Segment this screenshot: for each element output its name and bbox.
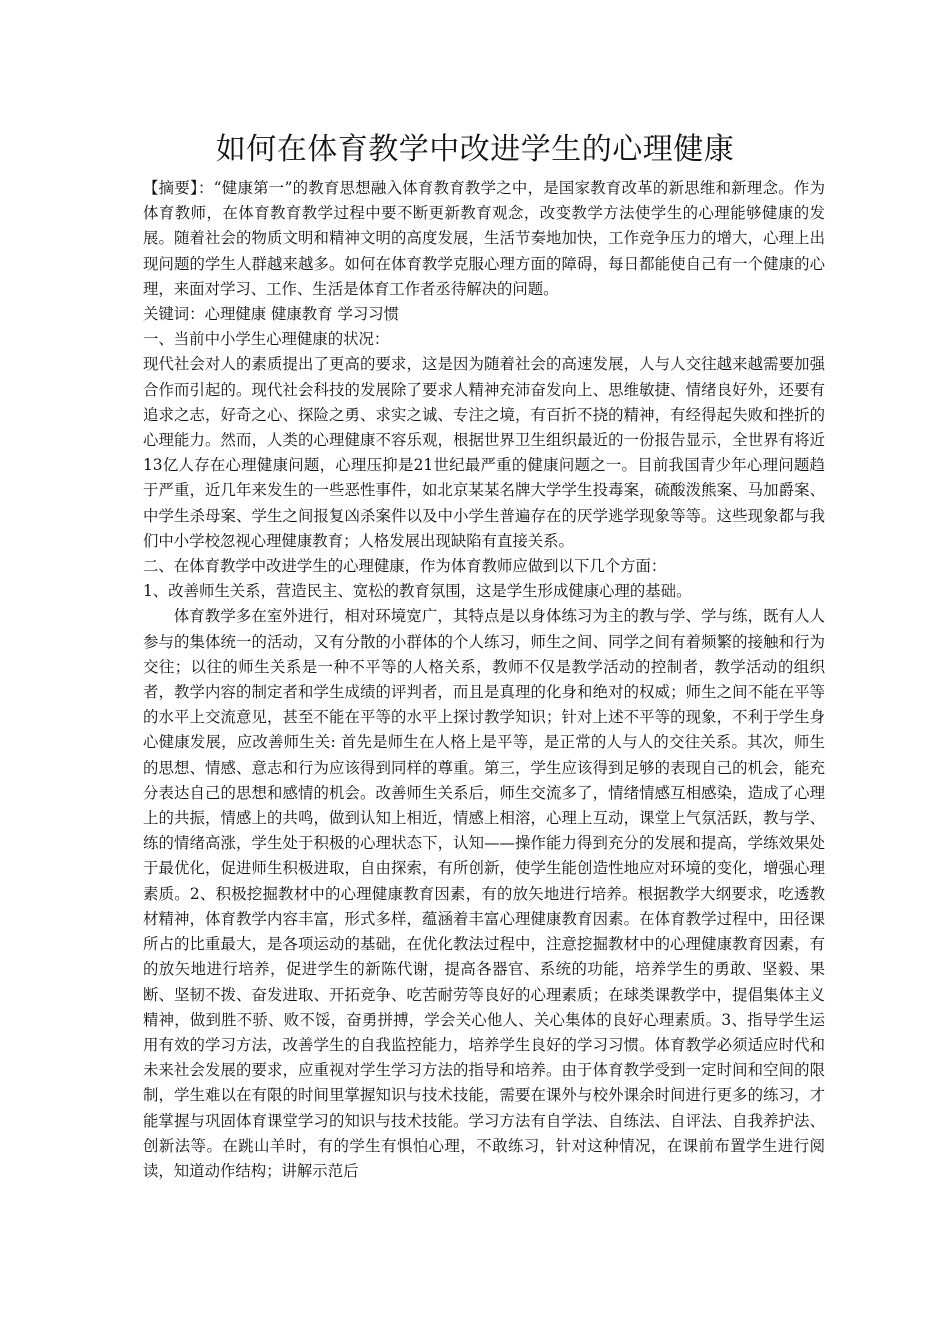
point-1-paragraph: 体育教学多在室外进行，相对环境宽广，其特点是以身体练习为主的教与学、学与练，既有人人参与的集体统一的活动，又有分散的小群体的个人练习，师生之间、同学之间有着频繁的接触和行为交往；以往的师生关系是一种不平等的人格关系，教师不仅是教学活动的控制者，教学活动的组织者，教学内容的制定者和学生成绩的评判者，而且是真理的化身和绝对的权威；师生之间不能在平等的水平上交流意见，甚至不能在平等的水平上探讨教学知识；针对上述不平等的现象，不利于学生身心健康发展，应改善师生关: 首先是师生在人格上是平等，是正常的人与人的交往关系。其次，师生的思想、情感、意志和行为应该得到同样的尊重。第三，学生应该得到足够的表现自己的机会，能充分表达自己的思想和感情的机会。改善师生关系后，师生交流多了，情绪情感互相感染，造成了心理上的共振，情感上的共鸣，做到认知上相近，情感上相溶，心理上互动，课堂上气氛活跃，教与学、练的情绪高涨，学生处于积极的心理状态下，认知——操作能力得到充分的发展和提高，学练效果处于最优化，促进师生积极进取，自由探索，有所创新，使学生能创造性地应对环境的变化，增强心理素质。2、积极挖掘教材中的心理健康教育因素，有的放矢地进行培养。根据教学大纲要求，吃透教材精神，体育教学内容丰富，形式多样，蕴涵着丰富心理健康教育因素。在体育教学过程中，田径课所占的比重最大，是各项运动的基础，在优化教法过程中，注意挖掘教材中的心理健康教育因素，有的放矢地进行培养，促进学生的新陈代谢，提高各器官、系统的功能，培养学生的勇敢、坚毅、果断、坚韧不拨、奋发进取、开拓竞争、吃苦耐劳等良好的心理素质；在球类课教学中，提倡集体主义精神，做到胜不骄、败不馁，奋勇拼搏，学会关心他人、关心集体的良好心理素质。3、指导学生运用有效的学习方法，改善学生的自我监控能力，培养学生良好的学习习惯。体育教学必须适应时代和未来社会发展的要求，应重视对学生学习方法的指导和培养。由于体育教学受到一定时间和空间的限制，学生难以在有限的时间里掌握知识与技术技能，需要在课外与校外课余时间进行更多的练习，才能掌握与巩固体育课堂学习的知识与技术技能。学习方法有自学法、自练法、自评法、自我养护法、创新法等。在跳山羊时，有的学生有惧怕心理，不敢练习，针对这种情况，在课前布置学生进行阅读，知道动作结构；讲解示范后 <box>143 607 825 1180</box>
abstract-paragraph: 【摘要】：“健康第一”的教育思想融入体育教育教学之中，是国家教育改革的新思维和新理念。作为体育教师，在体育教育教学过程中要不断更新教育观念，改变教学方法使学生的心理能够健康的发展。随着社会的物质文明和精神文明的高度发展，生活节奏地加快，工作竞争压力的增大，心理上出现问题的学生人群越来越多。如何在体育教学克服心理方面的障碍，每日都能使自己有一个健康的心理，来面对学习、工作、生活是体育工作者丞待解决的问题。 <box>143 179 825 298</box>
document-title: 如何在体育教学中改进学生的心理健康 <box>215 132 735 167</box>
point-1-heading: 1、改善师生关系，营造民主、宽松的教育氛围，这是学生形成健康心理的基础。 <box>143 582 692 601</box>
section-2-heading: 二、在体育教学中改进学生的心理健康，作为体育教师应做到以下几个方面： <box>143 557 667 576</box>
section-1-heading: 一、当前中小学生心理健康的状况： <box>143 330 390 349</box>
keywords-line: 关键词：心理健康 健康教育 学习习惯 <box>143 305 400 324</box>
section-1-paragraph: 现代社会对人的素质提出了更高的要求，这是因为随着社会的高速发展，人与人交往越来越需要加强合作而引起的。现代社会科技的发展除了要求人精神充沛奋发向上、思维敏捷、情绪良好外，还要有追求之志，好奇之心、探险之勇、求实之诚、专注之境，有百折不挠的精神，有经得起失败和挫折的心理能力。然而，人类的心理健康不容乐观，根据世界卫生组织最近的一份报告显示，全世界有将近13亿人存在心理健康问题，心理压抑是21世纪最严重的健康问题之一。目前我国青少年心理问题趋于严重，近几年来发生的一些恶性事件，如北京某某名牌大学学生投毒案，硫酸泼熊案、马加爵案、中学生杀母案、学生之间报复凶杀案件以及中小学生普遍存在的厌学逃学现象等等。这些现象都与我们中小学校忽视心理健康教育；人格发展出现缺陷有直接关系。 <box>143 355 825 550</box>
document-body <box>143 176 825 1184</box>
